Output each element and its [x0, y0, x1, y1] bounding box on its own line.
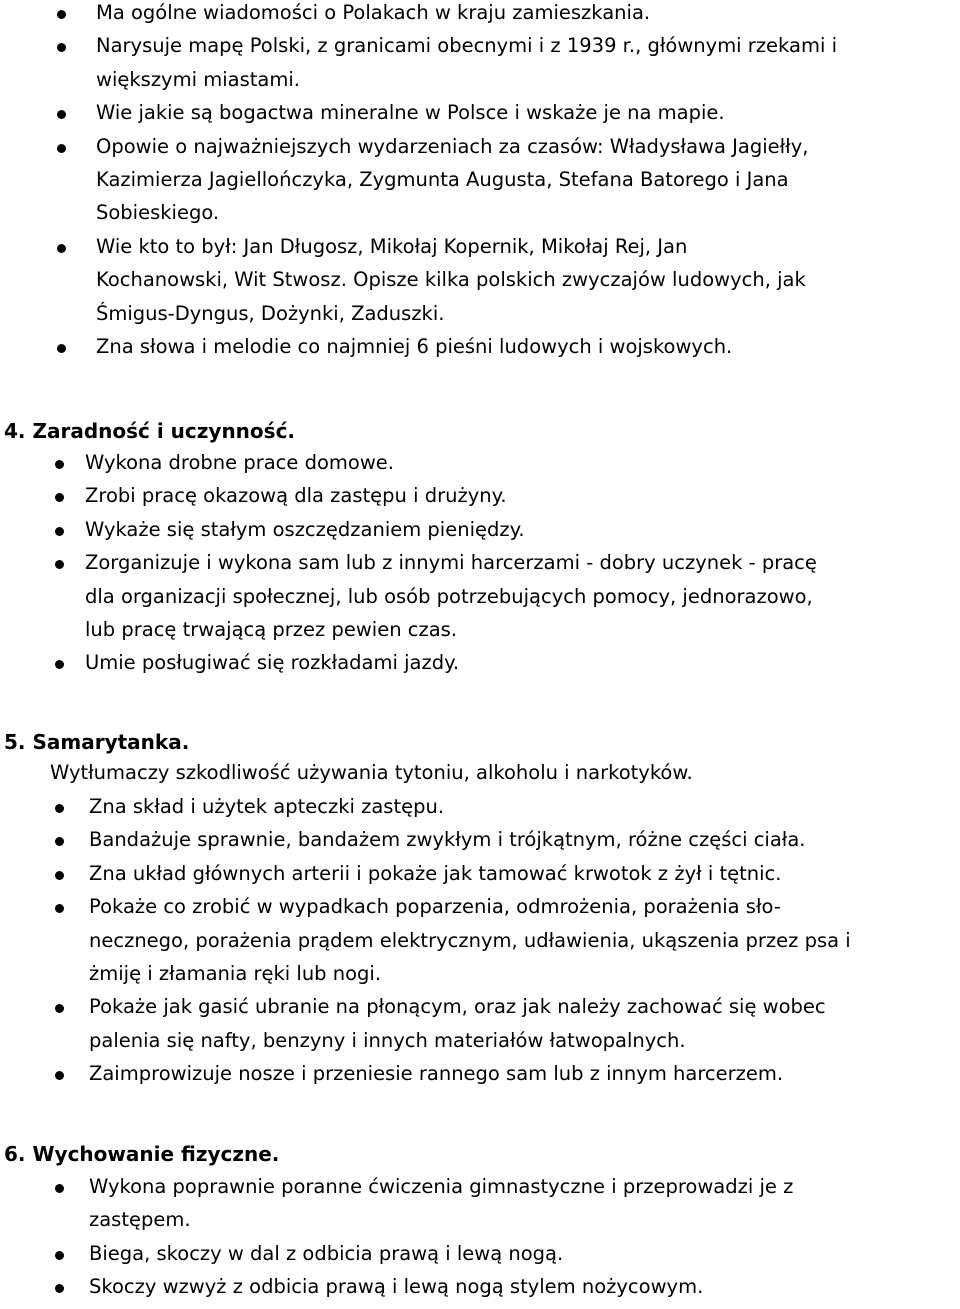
list-item-line: lub pracę trwającą przez pewien czas. — [85, 618, 458, 642]
list-item-line: Umie posługiwać się rozkładami jazdy. — [85, 651, 460, 675]
list-item-line: Zorganizuje i wykona sam lub z innymi harcerzami - dobry uczynek - pracę — [85, 551, 817, 575]
list-item-line: większymi miastami. — [96, 67, 300, 91]
list-item — [89, 1170, 959, 1237]
list-item-line: Narysuje mapę Polski, z granicami obecnymi i z 1939 r., głównymi rzekami i — [96, 34, 837, 58]
list-item-line: necznego, porażenia prądem elektrycznym, udławienia, ukąszenia przez psa i — [89, 928, 851, 952]
list-item-line: Opowie o najważniejszych wydarzeniach za czasów: Władysława Jagiełły, — [96, 134, 809, 158]
bullet-icon — [55, 1184, 64, 1193]
list-item-line: dla organizacji społecznej, lub osób potrzebujących pomocy, jednorazowo, — [85, 584, 813, 608]
list-item-line: Skoczy wzwyż z odbicia prawą i lewą nogą stylem nożycowym. — [89, 1275, 704, 1299]
section4-heading: 4. Zaradność i uczynność. — [4, 419, 296, 443]
list-item-line: żmiję i złamania ręki lub nogi. — [89, 962, 382, 986]
list-item-line: Śmigus-Dyngus, Dożynki, Zaduszki. — [96, 301, 445, 325]
list-item — [89, 890, 959, 990]
list-item — [85, 646, 955, 679]
list-item — [96, 0, 956, 29]
list-item — [96, 330, 956, 363]
bullet-icon — [55, 804, 64, 813]
list-item-line: Kochanowski, Wit Stwosz. Opisze kilka polskich zwyczajów ludowych, jak — [96, 268, 806, 292]
list-item-line: Pokaże co zrobić w wypadkach poparzenia, odmrożenia, porażenia sło- — [89, 895, 781, 919]
list-item-line: Bandażuje sprawnie, bandażem zwykłym i trójkątnym, różne części ciała. — [89, 828, 806, 852]
list-item-line: palenia się nafty, benzyny i innych materiałów łatwopalnych. — [89, 1028, 686, 1052]
list-item — [96, 96, 956, 129]
list-item-line: zastępem. — [89, 1208, 191, 1232]
bullet-icon — [55, 1004, 64, 1013]
list-item-line: Wykona poprawnie poranne ćwiczenia gimnastyczne i przeprowadzi je z — [89, 1175, 794, 1198]
bullet-icon — [57, 144, 66, 153]
bullet-icon — [55, 560, 64, 569]
section6-list — [89, 1170, 959, 1304]
list-item-line: Zrobi pracę okazową dla zastępu i drużyny. — [85, 484, 507, 508]
list-item-line: Ma ogólne wiadomości o Polakach w kraju zamieszkania. — [96, 1, 651, 24]
list-item-line: Zna układ głównych arterii i pokaże jak tamować krwotok z żył i tętnic. — [89, 861, 782, 885]
list-item-line: Pokaże jak gasić ubranie na płonącym, oraz jak należy zachować się wobec — [89, 995, 826, 1019]
list-item-line: Wie kto to był: Jan Długosz, Mikołaj Kopernik, Mikołaj Rej, Jan — [96, 234, 688, 258]
bullet-icon — [57, 43, 66, 52]
list-item-line: Wykona drobne prace domowe. — [85, 451, 394, 474]
bullet-icon — [55, 660, 64, 669]
list-item — [96, 130, 956, 230]
section5-list — [89, 790, 959, 1091]
list-item — [89, 790, 959, 823]
list-item — [96, 29, 956, 96]
list-item — [89, 990, 959, 1057]
bullet-icon — [55, 1284, 64, 1293]
bullet-icon — [57, 10, 66, 19]
bullet-icon — [55, 837, 64, 846]
section3-list — [96, 0, 956, 363]
bullet-icon — [57, 110, 66, 119]
bullet-icon — [55, 1071, 64, 1080]
list-item-line: Zna skład i użytek apteczki zastępu. — [89, 795, 445, 818]
list-item-line: Zaimprowizuje nosze i przeniesie rannego sam lub z innym harcerzem. — [89, 1062, 784, 1086]
list-item — [89, 1237, 959, 1270]
list-item — [85, 513, 955, 546]
list-item — [85, 446, 955, 479]
list-item — [89, 823, 959, 856]
list-item — [89, 857, 959, 890]
bullet-icon — [55, 493, 64, 502]
list-item-line: Wykaże się stałym oszczędzaniem pieniędzy. — [85, 517, 525, 541]
list-item-line: Biega, skoczy w dal z odbicia prawą i lewą nogą. — [89, 1241, 564, 1265]
section6-heading: 6. Wychowanie fizyczne. — [4, 1142, 280, 1166]
list-item — [96, 230, 956, 330]
list-item — [89, 1270, 959, 1303]
list-item-line: Kazimierza Jagiellończyka, Zygmunta Augusta, Stefana Batorego i Jana — [96, 168, 789, 192]
bullet-icon — [55, 904, 64, 913]
bullet-icon — [57, 344, 66, 353]
section4-list — [85, 446, 955, 680]
list-item-line: Sobieskiego. — [96, 201, 220, 225]
bullet-icon — [55, 1251, 64, 1260]
list-item-line: Wie jakie są bogactwa mineralne w Polsce i wskaże je na mapie. — [96, 101, 725, 125]
bullet-icon — [55, 527, 64, 536]
list-item — [89, 1057, 959, 1090]
section5-intro: Wytłumaczy szkodliwość używania tytoniu, alkoholu i narkotyków. — [50, 761, 693, 784]
list-item — [85, 546, 955, 646]
list-item-line: Zna słowa i melodie co najmniej 6 pieśni ludowych i wojskowych. — [96, 335, 733, 359]
bullet-icon — [57, 244, 66, 253]
bullet-icon — [55, 460, 64, 469]
bullet-icon — [55, 871, 64, 880]
list-item — [85, 479, 955, 512]
section5-heading: 5. Samarytanka. — [4, 730, 190, 754]
